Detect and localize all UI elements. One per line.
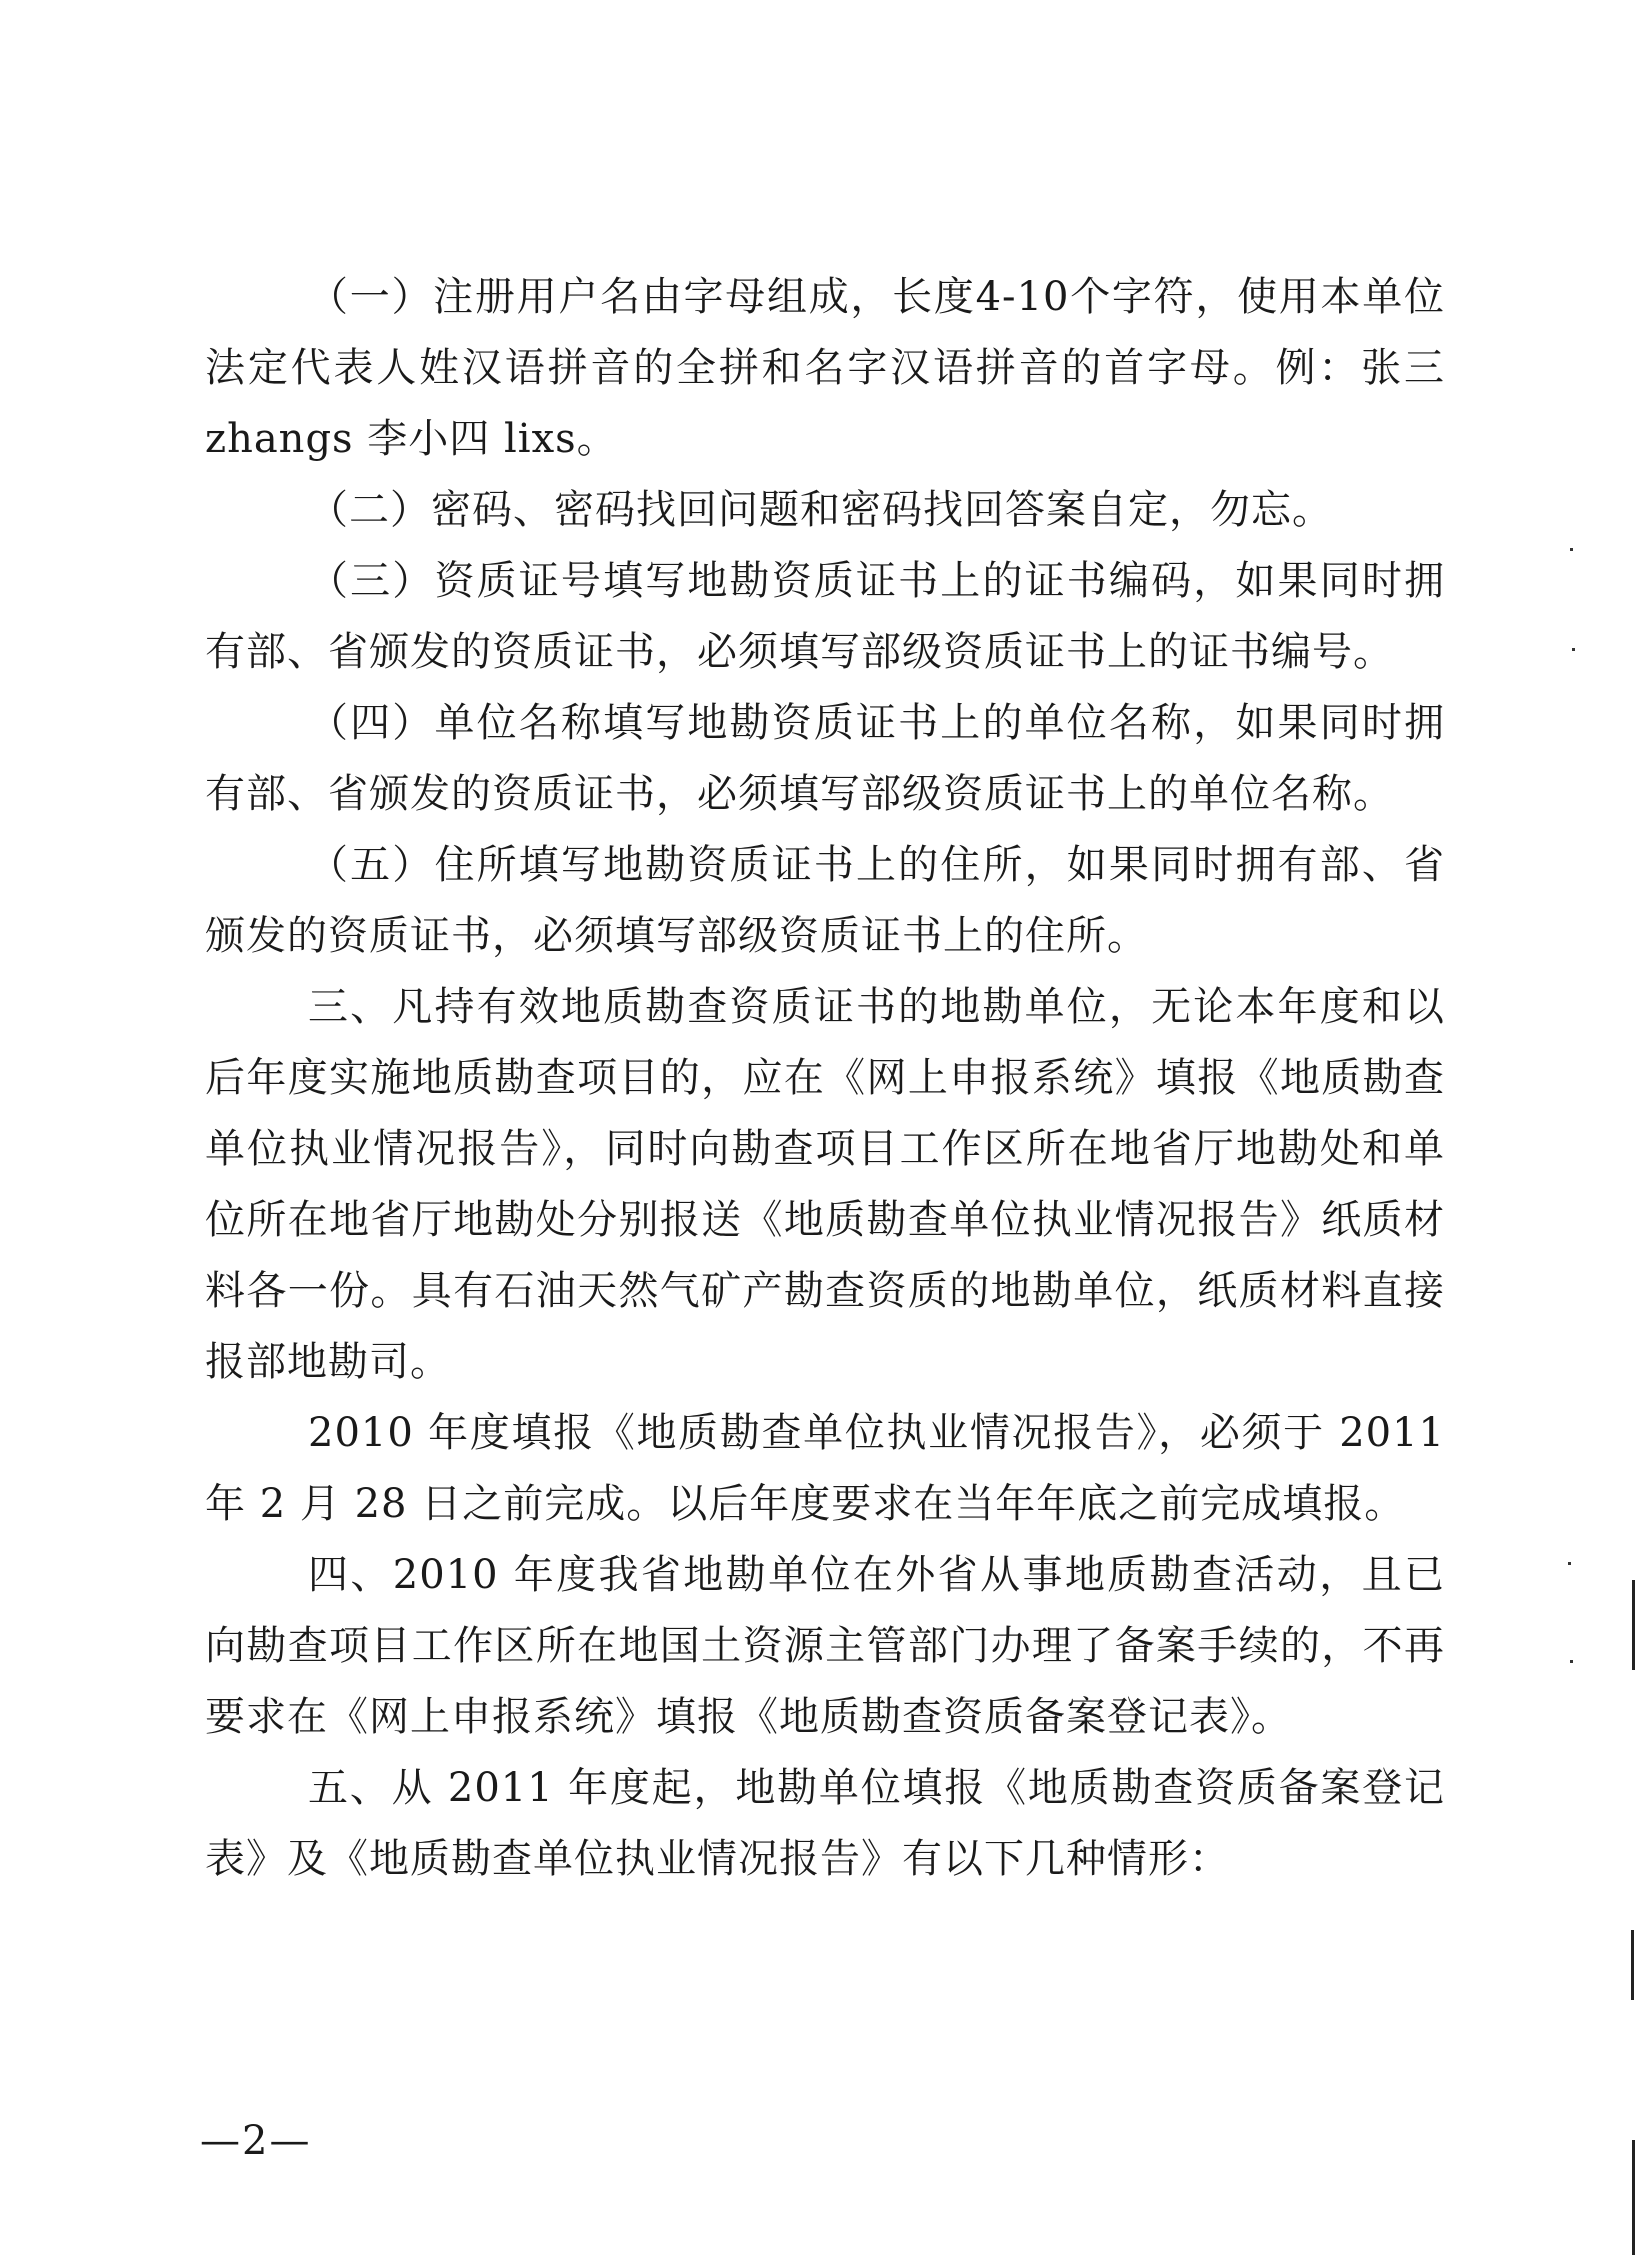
page-number: —2— <box>200 2118 312 2164</box>
paragraph-section-five: 五、从 2011 年度起，地勘单位填报《地质勘查资质备案登记表》及《地质勘查单位执业情况报告》有以下几种情形： <box>205 1765 1445 1882</box>
scan-artifact-dot <box>1568 1562 1571 1565</box>
paragraph-certificate-number-rule: （三）资质证号填写地勘资质证书上的证书编码，如果同时拥有部、省颁发的资质证书，必须填写部级资质证书上的证书编号。 <box>205 558 1445 675</box>
paragraph-section-three: 三、凡持有效地质勘查资质证书的地勘单位，无论本年度和以后年度实施地质勘查项目的，应在《网上申报系统》填报《地质勘查单位执业情况报告》，同时向勘查项目工作区所在地省厅地勘处和单位所在地省厅地勘处分别报送《地质勘查单位执业情况报告》纸质材料各一份。具有石油天然气矿产勘查资质的地勘单位，纸质材料直接报部地勘司。 <box>205 984 1445 1385</box>
paragraph-password-rule: （二）密码、密码找回问题和密码找回答案自定，勿忘。 <box>308 487 1333 533</box>
paragraph-username-rule: （一）注册用户名由字母组成，长度4-10个字符，使用本单位法定代表人姓汉语拼音的全拼和名字汉语拼音的首字母。例：张三 zhangs 李小四 lixs。 <box>205 274 1445 462</box>
scan-artifact-dot <box>1570 548 1573 551</box>
paragraph-section-four: 四、2010 年度我省地勘单位在外省从事地质勘查活动，且已向勘查项目工作区所在地国土资源主管部门办理了备案手续的，不再要求在《网上申报系统》填报《地质勘查资质备案登记表》。 <box>205 1552 1445 1740</box>
scan-artifact-dot <box>1572 648 1575 651</box>
scan-artifact-dot <box>1570 1660 1573 1663</box>
document-body <box>205 262 1445 1895</box>
paragraph-2010-deadline: 2010 年度填报《地质勘查单位执业情况报告》，必须于 2011 年 2 月 28 日之前完成。以后年度要求在当年年底之前完成填报。 <box>205 1410 1445 1527</box>
paragraph-unit-name-rule: （四）单位名称填写地勘资质证书上的单位名称，如果同时拥有部、省颁发的资质证书，必须填写部级资质证书上的单位名称。 <box>205 700 1445 817</box>
paragraph-address-rule: （五）住所填写地勘资质证书上的住所，如果同时拥有部、省颁发的资质证书，必须填写部级资质证书上的住所。 <box>205 842 1445 959</box>
scan-artifact-line <box>1631 1930 1634 2000</box>
